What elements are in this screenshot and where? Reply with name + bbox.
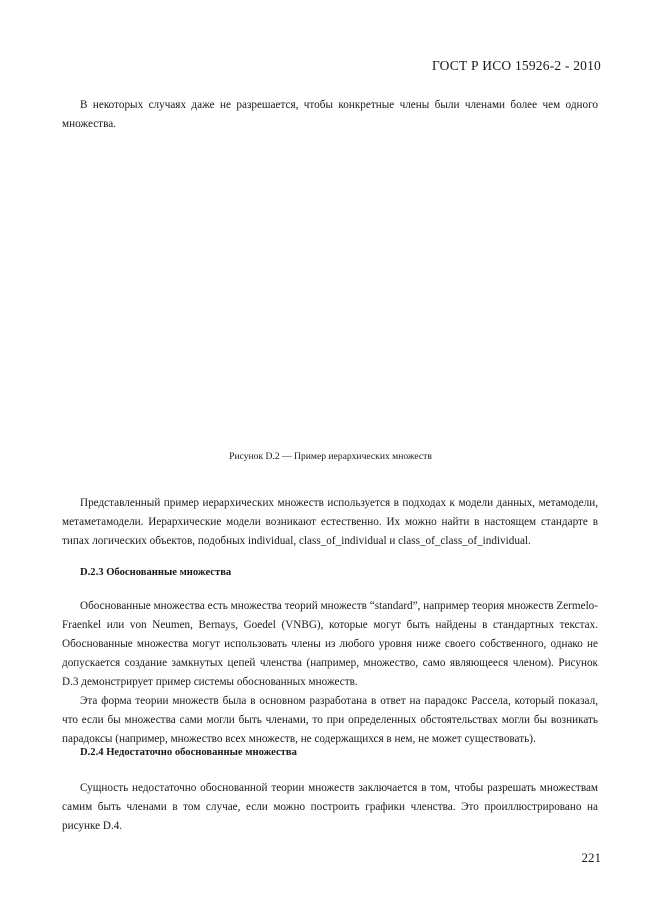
section-d24-paragraph-1: Сущность недостаточно обоснованной теории множеств заключается в том, чтобы разрешать множествам самим быть членами в том случае, если можно построить графики членства. Это проиллюстрировано на рисунке D.4. xyxy=(62,782,598,832)
hierarchy-paragraph xyxy=(62,494,598,551)
section-d23-paragraph-2: Эта форма теории множеств была в основном разработана в ответ на парадокс Рассела, который показал, что если бы множества сами могли быть членами, то при определенных обстоятельствах могли бы возникать парадоксы (например, множество всех множеств, не содержащихся в нем, не может существовать). xyxy=(62,695,598,745)
section-heading-d23: D.2.3 Обоснованные множества xyxy=(80,567,232,578)
section-d24-body xyxy=(62,779,598,836)
section-heading-d24: D.2.4 Недостаточно обоснованные множества xyxy=(80,747,297,758)
section-d23-body xyxy=(62,597,598,749)
intro-paragraph xyxy=(62,96,598,134)
document-code-header: ГОСТ Р ИСО 15926-2 - 2010 xyxy=(431,58,601,73)
figure-caption: Рисунок D.2 — Пример иерархических множеств xyxy=(229,451,432,462)
page-number: 221 xyxy=(581,850,601,865)
hierarchy-paragraph-text: Представленный пример иерархических множеств используется в подходах к модели данных, метамодели, метаметамодели. Иерархические модели возникают естественно. Их можно найти в настоящем стандарте в типах логических объектов, подобных individual, class_of_individual и class_of_class_of_individual. xyxy=(62,497,598,547)
intro-paragraph-text: В некоторых случаях даже не разрешается, чтобы конкретные члены были членами более чем одного множества. xyxy=(62,99,598,130)
section-d23-paragraph-1: Обоснованные множества есть множества теорий множеств “standard”, например теория множеств Zermelo-Fraenkel или von Neumen, Bernays, Goedel (VNBG), которые могут быть найдены в стандартных текстах. Обоснованные множества могут использовать члены из любого уровня ниже своего собственного, однако не допускается создание замкнутых цепей членства (например, множество, само являющееся членом). Рисунок D.3 демонстрирует пример системы обоснованных множеств. xyxy=(62,600,598,688)
